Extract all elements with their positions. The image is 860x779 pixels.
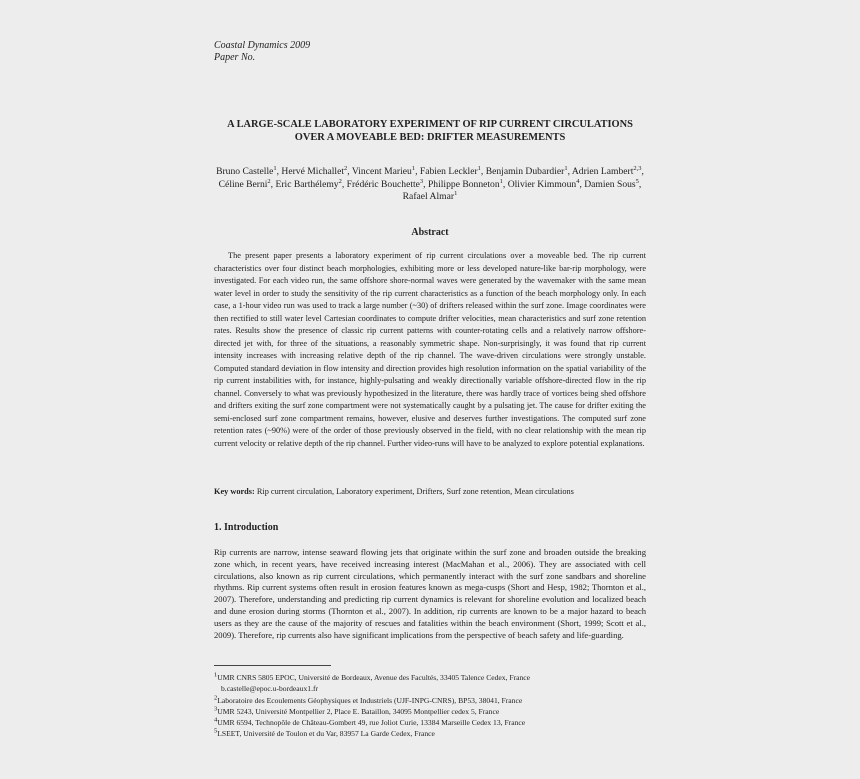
author-name: Hervé Michallet [281, 166, 345, 177]
footnote [214, 728, 646, 739]
author-affiliation-mark: 5 [635, 177, 639, 185]
keywords-text: Rip current circulation, Laboratory experiment, Drifters, Surf zone retention, Mean circulations [256, 487, 574, 496]
running-header [214, 40, 310, 64]
footnote-text: LSEET, Université de Toulon et du Var, 83957 La Garde Cedex, France [217, 729, 435, 739]
author [403, 191, 458, 202]
author-affiliation-mark: 1 [273, 164, 277, 172]
author [486, 166, 568, 177]
author-affiliation-mark: 2 [344, 164, 348, 172]
author-name: Damien Sous [584, 178, 636, 190]
introduction-text: Rip currents are narrow, intense seaward flowing jets that originate within the surf zone and broaden outside the breaking zone which, in recent years, have received increasing interest (MacMahan et al., 2006). They are associated with cell circulations, also known as rip current circulations, which permanently interact with the surf zone sandbars and shoreline rhythms. Rip current systems often result in erosion features known as mega-cusps (Short and Hesp, 1982; Thornton et al., 2007). Therefore, understanding and predicting rip current dynamics is relevant for shoreline evolution and localized beach and dune erosion during storms (Thornton et al., 2007). In addition, rip currents are known to be a major hazard to beach users as they are the cause of the majority of rescues and fatalities within the beach environment (Short, 1999; Scott et al., 2009). Therefore, rip currents also have significant implications from the perspective of beach safety and life-guarding. [214, 547, 646, 640]
author [420, 166, 481, 177]
author-affiliation-mark: 2 [338, 177, 342, 185]
author-affiliation-mark: 2 [267, 177, 271, 185]
author-name: Céline Berni [218, 178, 268, 190]
author-affiliation-mark: 1 [499, 177, 503, 185]
author [347, 179, 424, 190]
author-affiliation-mark: 1 [454, 189, 458, 197]
author-name: Rafael Almar [402, 191, 455, 202]
footnote-email: b.castelle@epoc.u-bordeaux1.fr [221, 684, 319, 694]
paper-title: A LARGE-SCALE LABORATORY EXPERIMENT OF RIP CURRENT CIRCULATIONS OVER A MOVEABLE BED: DRIFTER MEASUREMENTS [227, 119, 633, 143]
author-list: Bruno Castelle$^1$, Hervé Michallet$^2$, Vincent Marieu$^1$, Fabien Leckler$^1$, Benjamin Dubardier$^1$, Adrien Lambert$^{2,3}$, Céline Berni$^2$, Eric Barthélemy$^2$, Frédéric Bouchette$^3$, Philippe Bonneton$^1$, Olivier Kimmoun$^4$, Damien Sous$^5$, Rafael Almar$^1$ [216, 164, 644, 202]
author-affiliation-mark: 1 [477, 164, 481, 172]
footnote-text: UMR 6594, Technopôle de Château-Gombert 49, rue Joliot Curie, 13384 Marseille Cedex 13, France [217, 718, 526, 728]
author [572, 166, 642, 177]
footnote-text: UMR CNRS 5805 EPOC, Université de Bordeaux, Avenue des Facultés, 33405 Talence Cedex, France [217, 673, 531, 682]
author [219, 179, 271, 190]
author-name: Eric Barthélemy [275, 178, 339, 190]
author-affiliation-mark: 4 [576, 177, 580, 185]
author [281, 166, 347, 177]
abstract-text: The present paper presents a laboratory experiment of rip current circulations over a moveable bed. The rip current characteristics over four distinct beach morphologies, exhibiting more or less developed nature-like bar-rip morphology, were investigated. For each video run, the same offshore shore-normal waves were generated by the wavemaker with the same mean water level in order to study the sensitivity of the rip current characteristics as a function of the beach morphology only. In each case, a 1-hour video run was used to track a large number (~30) of drifters released within the surf zone. Image coordinates were then rectified to still water level Cartesian coordinates to compute drifter velocities, mean characteristics and surf zone retention rates. Results show the presence of classic rip current patterns with counter-rotating cells and a relatively narrow offshore-directed jet with, for three of the situations, a reasonably symmetric shape. Non-surprisingly, it was found that rip current intensity increases with increasing relative depth of the rip channel. The wave-driven circulations were strongly unstable. Computed standard deviation in flow intensity and direction provides high resolution information on the spatial variability of the rip current instabilities with, for instance, highly-pulsating and weakly directionally variable offshore-directed flow in the rip channel. Conversely to what was previously hypothesized in the literature, there was hardly trace of vortices being shed offshore and drifters exiting the surf zone compartment were not systematically caught by a pulsating jet. The cause for drifter exiting the semi-enclosed surf zone compartment remains, however, elusive and deserves further investigations. The computed surf zone retention rates (~90%) were of the order of those previously observed in the field, with no clear relationship with the mean rip current velocity or relative depth of the rip channel. Further video-runs will have to be analyzed to explore potential explanations. [214, 251, 646, 448]
footnote-divider [214, 665, 331, 666]
keywords [214, 487, 646, 496]
author-affiliation-mark: 1 [411, 164, 416, 172]
footnote-number: 4 [214, 716, 218, 724]
author-name: Fabien Leckler [419, 166, 478, 177]
author-name: Vincent Marieu [351, 166, 412, 177]
header-conference: Coastal Dynamics 2009 [214, 40, 311, 51]
keywords-label: Key words: [214, 487, 255, 496]
footnote-text: Laboratoire des Ecoulements Géophysiques et Industriels (UJF-INPG-CNRS), BP53, 38041, France [217, 695, 523, 705]
footnote-number: 5 [214, 727, 218, 735]
section-heading-introduction: 1. Introduction [214, 522, 279, 533]
author [216, 166, 277, 177]
author-name: Bruno Castelle [216, 166, 274, 177]
abstract-heading: Abstract [411, 227, 449, 238]
author [275, 179, 341, 190]
footnote [214, 672, 646, 683]
footnote-number: 2 [214, 694, 218, 702]
author-name: Frédéric Bouchette [346, 178, 420, 190]
footnote [214, 706, 646, 717]
author [508, 179, 580, 190]
author-name: Olivier Kimmoun [507, 178, 577, 190]
author-name: Philippe Bonneton [427, 178, 500, 190]
author [428, 179, 503, 190]
author-affiliation-mark: 3 [419, 177, 424, 185]
footnote-text: UMR 5243, Université Montpellier 2, Place E. Bataillon, 34095 Montpellier cedex 5, France [217, 706, 500, 716]
footnote [214, 695, 646, 706]
footnotes [214, 672, 646, 740]
author-affiliation-mark: 2,3 [633, 164, 642, 172]
header-paper-no: Paper No. [214, 52, 256, 63]
footnote-number: 1 [214, 671, 218, 679]
author-name: Benjamin Dubardier [485, 166, 565, 177]
author-affiliation-mark: 1 [564, 164, 568, 172]
footnote [214, 717, 646, 728]
footnote-number: 3 [214, 705, 218, 713]
author-name: Adrien Lambert [571, 166, 634, 177]
author [584, 179, 639, 190]
author [352, 166, 415, 177]
